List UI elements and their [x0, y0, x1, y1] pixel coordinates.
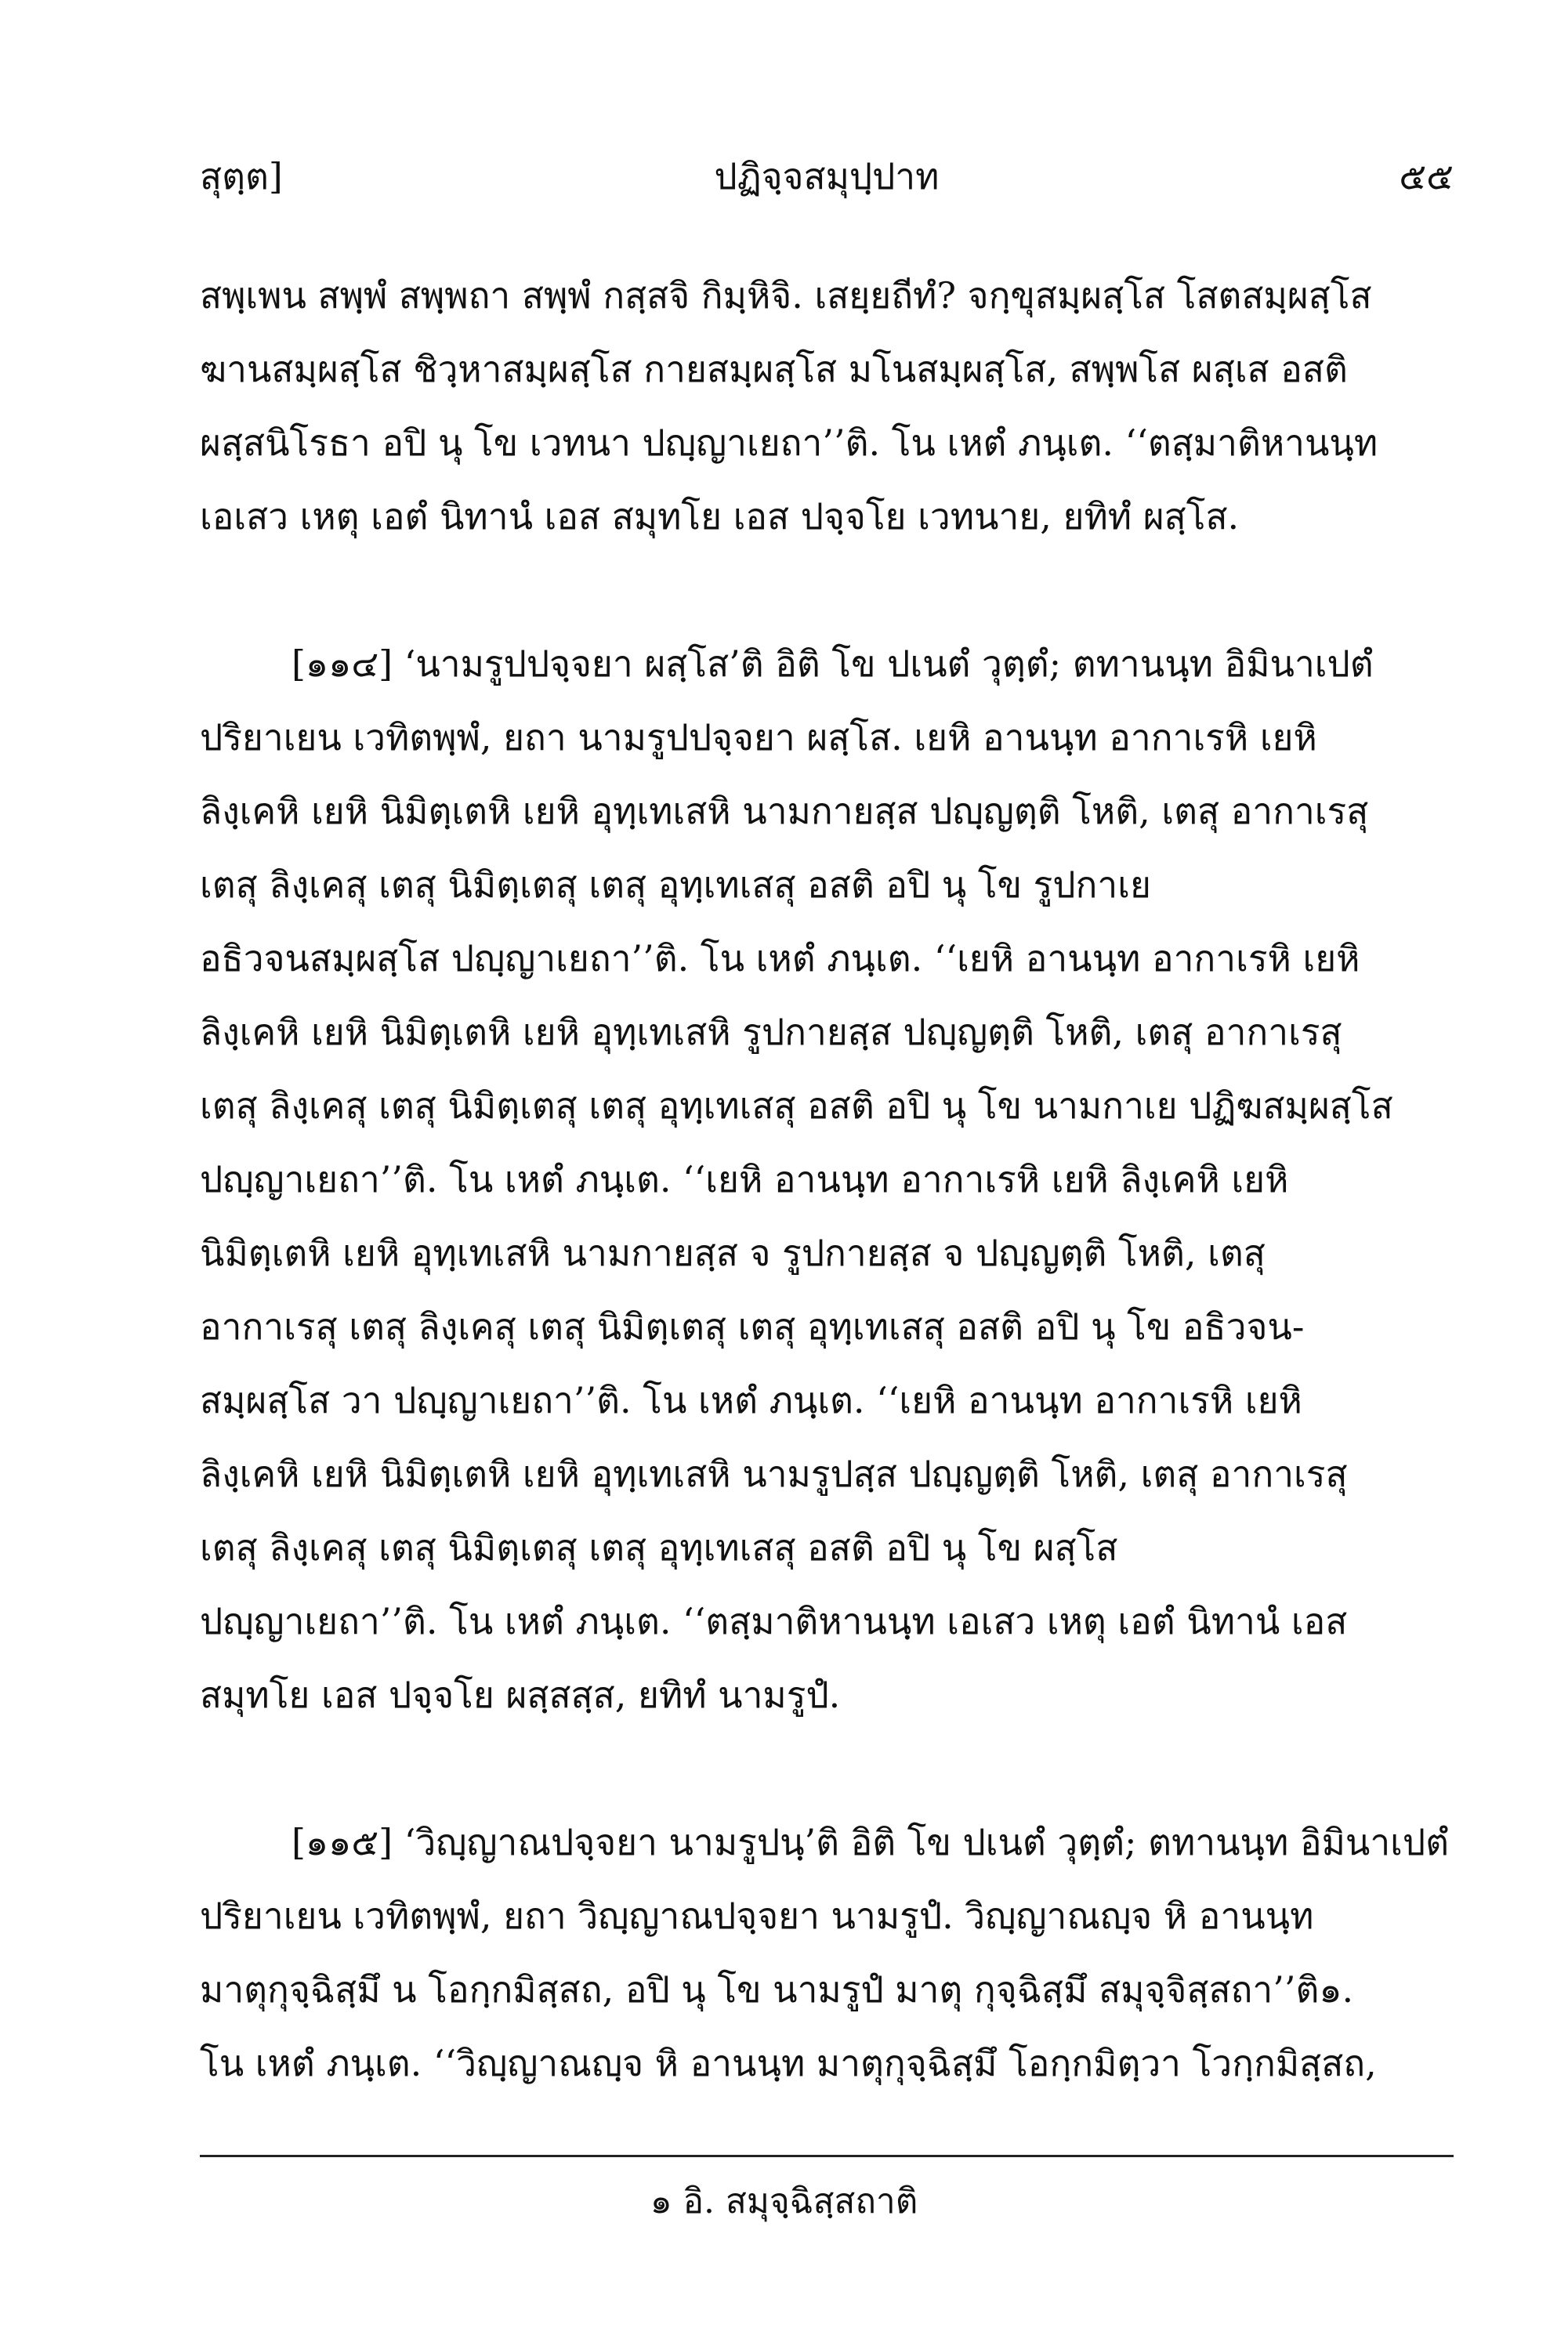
body-text	[200, 259, 1454, 2174]
text-line: ลิงฺเคหิ เยหิ นิมิตฺเตหิ เยหิ อุทฺเทเสหิ รูปกายสฺส ปญฺญตฺติ โหติ, เตสุ อากาเรสุ	[200, 1011, 1342, 1053]
text-line: สพฺเพน สพฺพํ สพฺพถา สพฺพํ กสฺสจิ กิมฺหิจิ. เสยฺยถีทํ? จกฺขุสมฺผสฺโส โสตสมฺผสฺโส	[200, 274, 1372, 317]
text-line: ปญฺญาเยถา’’ติ. โน เหตํ ภนฺเต. ‘‘เยหิ อานนฺท อากาเรหิ เยหิ ลิงฺเคหิ เยหิ	[200, 1158, 1289, 1200]
text-line: ลิงฺเคหิ เยหิ นิมิตฺเตหิ เยหิ อุทฺเทเสหิ นามกายสฺส ปญฺญตฺติ โหติ, เตสุ อากาเรสุ	[200, 790, 1369, 832]
text-line: เตสุ ลิงฺเคสุ เตสุ นิมิตฺเตสุ เตสุ อุทฺเทเสสุ อสติ อปิ นุ โข นามกาเย ปฏิฆสมฺผสฺโส	[200, 1084, 1393, 1127]
text-line: เตสุ ลิงฺเคสุ เตสุ นิมิตฺเตสุ เตสุ อุทฺเทเสสุ อสติ อปิ นุ โข ผสฺโส	[200, 1526, 1118, 1569]
page-number: ๕๕	[1399, 155, 1454, 197]
header-chapter-title: ปฏิจฺจสมุปฺปาท	[714, 155, 940, 197]
text-line: ผสฺสนิโรธา อปิ นุ โข เวทนา ปญฺญาเยถา’’ติ. โน เหตํ ภนฺเต. ‘‘ตสฺมาติหานนฺท	[200, 422, 1378, 464]
text-line: นิมิตฺเตหิ เยหิ อุทฺเทเสหิ นามกายสฺส จ รูปกายสฺส จ ปญฺญตฺติ โหติ, เตสุ	[200, 1232, 1266, 1274]
text-line: ปริยาเยน เวทิตพฺพํ, ยถา วิญฺญาณปจฺจยา นามรูปํ. วิญฺญาณญฺจ หิ อานนฺท	[200, 1895, 1314, 1937]
paragraph-1	[200, 259, 1454, 553]
running-header	[200, 149, 1454, 204]
text-line: [๑๑๕] ‘วิญฺญาณปจฺจยา นามรูปนฺ’ติ อิติ โข ปเนตํ วุตฺตํ; ตทานนฺท อิมินาเปตํ	[200, 1821, 1449, 1863]
text-line: อธิวจนสมฺผสฺโส ปญฺญาเยถา’’ติ. โน เหตํ ภนฺเต. ‘‘เยหิ อานนฺท อากาเรหิ เยหิ	[200, 937, 1360, 979]
header-section-label: สุตฺต]	[200, 155, 283, 197]
text-line: ปริยาเยน เวทิตพฺพํ, ยถา นามรูปปจฺจยา ผสฺโส. เยหิ อานนฺท อากาเรหิ เยหิ	[200, 716, 1317, 759]
text-line: [๑๑๔] ‘นามรูปปจฺจยา ผสฺโส’ติ อิติ โข ปเนตํ วุตฺตํ; ตทานนฺท อิมินาเปตํ	[200, 643, 1374, 685]
text-line: มาตุกุจฺฉิสฺมึ น โอกฺกมิสฺสถ, อปิ นุ โข นามรูปํ มาตุ กุจฺฉิสฺมึ สมุจฺจิสฺสถา’’ติ๑.	[200, 1968, 1354, 2011]
footnote-divider	[200, 2155, 1454, 2157]
text-line: สมุทโย เอส ปจฺจโย ผสฺสสฺส, ยทิทํ นามรูปํ.	[200, 1674, 841, 1716]
footnote: ๑ อิ. สมุจฺฉิสฺสถาติ	[650, 2181, 918, 2221]
text-line: เอเสว เหตุ เอตํ นิทานํ เอส สมุทโย เอส ปจฺจโย เวทนาย, ยทิทํ ผสฺโส.	[200, 495, 1240, 538]
paragraph-115	[200, 1805, 1454, 2100]
text-line: ลิงฺเคหิ เยหิ นิมิตฺเตหิ เยหิ อุทฺเทเสหิ นามรูปสฺส ปญฺญตฺติ โหติ, เตสุ อากาเรสุ	[200, 1453, 1348, 1495]
text-line: ปญฺญาเยถา’’ติ. โน เหตํ ภนฺเต. ‘‘ตสฺมาติหานนฺท เอเสว เหตุ เอตํ นิทานํ เอส	[200, 1600, 1348, 1642]
text-line: สมฺผสฺโส วา ปญฺญาเยถา’’ติ. โน เหตํ ภนฺเต. ‘‘เยหิ อานนฺท อากาเรหิ เยหิ	[200, 1379, 1302, 1421]
text-line: เตสุ ลิงฺเคสุ เตสุ นิมิตฺเตสุ เตสุ อุทฺเทเสสุ อสติ อปิ นุ โข รูปกาเย	[200, 863, 1151, 906]
text-line: อากาเรสุ เตสุ ลิงฺเคสุ เตสุ นิมิตฺเตสุ เตสุ อุทฺเทเสสุ อสติ อปิ นุ โข อธิวจน-	[200, 1305, 1305, 1348]
text-line: ฆานสมฺผสฺโส ชิวฺหาสมฺผสฺโส กายสมฺผสฺโส มโนสมฺผสฺโส, สพฺพโส ผสฺเส อสติ	[200, 348, 1348, 390]
paragraph-114	[200, 627, 1454, 1732]
text-line: โน เหตํ ภนฺเต. ‘‘วิญฺญาณญฺจ หิ อานนฺท มาตุกุจฺฉิสฺมึ โอกฺกมิตฺวา โวกฺกมิสฺสถ,	[200, 2042, 1377, 2084]
